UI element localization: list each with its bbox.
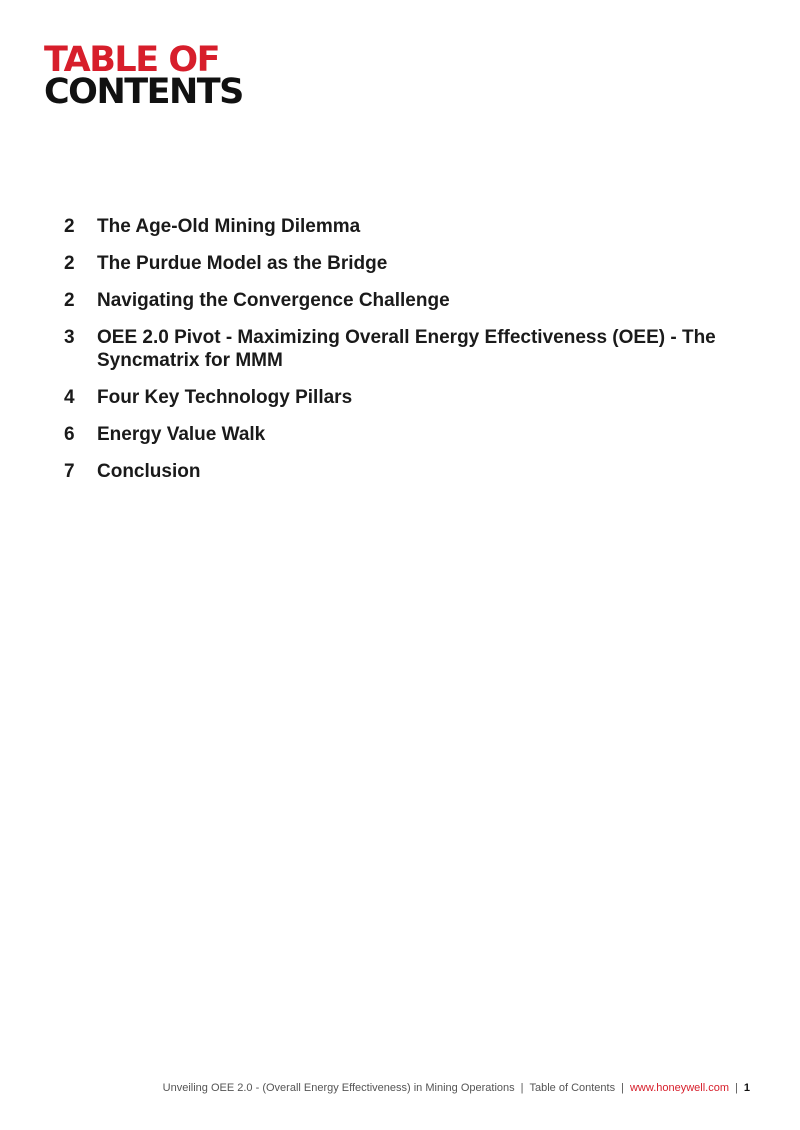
toc-entry-technology-pillars[interactable] xyxy=(64,386,744,409)
page-title xyxy=(44,40,243,113)
toc-page-number: 6 xyxy=(64,424,75,445)
toc-page-number: 2 xyxy=(64,253,75,274)
toc-entry-title: Navigating the Convergence Challenge xyxy=(97,290,450,311)
toc-list xyxy=(64,215,744,497)
toc-entry-title: OEE 2.0 Pivot - Maximizing Overall Energy Effectiveness (OEE) - The Syncmatrix for MMM xyxy=(97,327,716,371)
toc-entry-title: Energy Value Walk xyxy=(97,424,266,445)
toc-page-number: 3 xyxy=(64,327,75,348)
toc-entry-convergence-challenge[interactable] xyxy=(64,289,744,312)
footer-separator: | xyxy=(735,1082,738,1094)
toc-page-number: 4 xyxy=(64,387,75,408)
toc-entry-age-old-mining-dilemma[interactable] xyxy=(64,215,744,238)
toc-page-number: 7 xyxy=(64,461,75,482)
footer-section: Table of Contents xyxy=(529,1082,616,1094)
footer-website-link[interactable]: www.honeywell.com xyxy=(629,1082,730,1094)
page-title-line1: TABLE OF xyxy=(44,40,219,80)
page-title-line2: CONTENTS xyxy=(44,72,243,113)
toc-entry-title: The Purdue Model as the Bridge xyxy=(97,253,388,274)
footer-separator: | xyxy=(520,1082,524,1094)
footer-separator: | xyxy=(621,1082,624,1094)
toc-page-number: 2 xyxy=(64,216,75,237)
footer-page-number: 1 xyxy=(743,1082,750,1094)
toc-entry-oee-pivot[interactable] xyxy=(64,326,744,372)
toc-entry-purdue-model[interactable] xyxy=(64,252,744,275)
toc-entry-title: The Age-Old Mining Dilemma xyxy=(97,216,361,237)
toc-entry-energy-value-walk[interactable] xyxy=(64,423,744,446)
toc-entry-title: Conclusion xyxy=(97,461,201,482)
footer-document-title: Unveiling OEE 2.0 - (Overall Energy Effectiveness) in Mining Operations xyxy=(162,1082,515,1094)
toc-page-number: 2 xyxy=(64,290,75,311)
toc-entry-title: Four Key Technology Pillars xyxy=(97,387,353,408)
page-footer xyxy=(163,1082,750,1094)
toc-entry-conclusion[interactable] xyxy=(64,460,744,483)
